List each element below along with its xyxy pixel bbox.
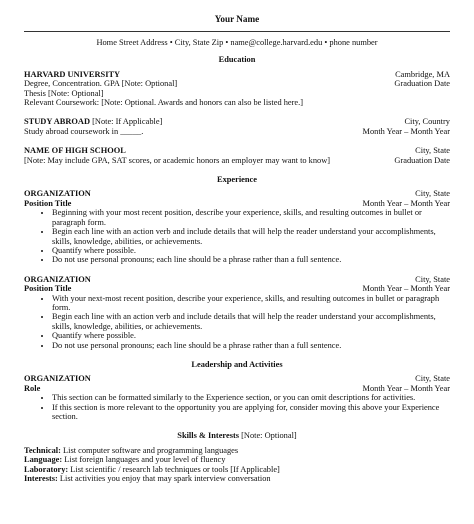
position-dates: Month Year – Month Year [362, 198, 450, 208]
education-entry-study-abroad [24, 117, 450, 136]
leadership-role: Role [24, 383, 41, 393]
leadership-dates: Month Year – Month Year [362, 383, 450, 393]
study-abroad-dates: Month Year – Month Year [362, 126, 450, 136]
school-name: HARVARD UNIVERSITY [24, 69, 121, 79]
bullet-item: • With your next-most recent position, describe your experience, skills, and resulting outcomes in bullet or paragraph form. [52, 294, 450, 313]
bullet-item: • This section can be formatted similarly to the Experience section, or you can omit descriptions for activities. [52, 393, 450, 402]
leadership-heading: Leadership and Activities [191, 359, 283, 369]
skill-text: List activities you enjoy that may spark interview conversation [57, 474, 271, 484]
high-school-name: NAME OF HIGH SCHOOL [24, 146, 126, 156]
position-dates: Month Year – Month Year [362, 284, 450, 294]
school-location: Cambridge, MA [395, 69, 450, 79]
bullet-item: • Do not use personal pronouns; each line should be a phrase rather than a full sentence. [52, 341, 450, 350]
skills-list [24, 446, 450, 484]
leadership-location: City, State [415, 374, 450, 384]
header-divider [24, 31, 450, 32]
skills-heading-label: Skills & Interests [177, 431, 240, 441]
skill-label: Technical: [24, 445, 61, 455]
skill-text: List foreign languages and your level of fluency [62, 455, 226, 465]
bullet-item: • Do not use personal pronouns; each line should be a phrase rather than a full sentence. [52, 255, 450, 264]
high-school-location: City, State [415, 146, 450, 156]
bullet-list [24, 208, 450, 264]
contact-line: Home Street Address • City, State Zip • name@college.harvard.edu • phone number [96, 38, 378, 47]
skills-heading-note: [Note: Optional] [239, 431, 297, 441]
skill-text: List computer software and programming languages [60, 445, 239, 455]
education-heading: Education [218, 55, 256, 65]
bullet-item: • Begin each line with an action verb and include details that will help the reader understand your accomplishments, skills, knowledge, abilities, or achievements. [52, 227, 450, 246]
experience-entry [24, 275, 450, 350]
position-title: Position Title [24, 198, 72, 208]
skills-heading [24, 431, 450, 440]
skill-line-laboratory [24, 465, 450, 474]
study-abroad-title: STUDY ABROAD [24, 117, 91, 127]
organization-location: City, State [415, 189, 450, 199]
education-entry-high-school [24, 146, 450, 165]
organization-location: City, State [415, 274, 450, 284]
skill-label: Interests: [24, 474, 58, 484]
organization-name: ORGANIZATION [24, 189, 91, 199]
skill-line-language [24, 455, 450, 464]
education-entry-harvard [24, 70, 450, 108]
high-school-grad-date: Graduation Date [394, 155, 450, 165]
organization-name: ORGANIZATION [24, 274, 91, 284]
skill-text: List scientific / research lab techniques or tools [If Applicable] [68, 464, 280, 474]
skill-line-technical [24, 446, 450, 455]
thesis-line: Thesis [Note: Optional] [24, 88, 104, 98]
leadership-entry [24, 374, 450, 421]
resume-name: Your Name [214, 14, 260, 24]
bullet-item: • If this section is more relevant to the opportunity you are applying for, consider moving this above your Experience section. [52, 403, 450, 422]
bullet-item: • Quantify where possible. [52, 246, 450, 255]
degree-line: Degree, Concentration. GPA [Note: Optional] [24, 79, 178, 89]
high-school-note: [Note: May include GPA, SAT scores, or academic honors an employer may want to know] [24, 155, 331, 165]
study-abroad-coursework: Study abroad coursework in _____. [24, 126, 144, 136]
experience-entry [24, 189, 450, 264]
bullet-item: • Quantify where possible. [52, 331, 450, 340]
skill-label: Language: [24, 455, 63, 465]
bullet-list [24, 294, 450, 350]
leadership-organization: ORGANIZATION [24, 374, 91, 384]
skill-label: Laboratory: [24, 464, 69, 474]
graduation-date: Graduation Date [394, 79, 450, 89]
position-title: Position Title [24, 284, 72, 294]
skill-line-interests [24, 474, 450, 483]
bullet-item: • Begin each line with an action verb and include details that will help the reader understand your accomplishments, skills, knowledge, abilities, or achievements. [52, 312, 450, 331]
study-abroad-note: [Note: If Applicable] [90, 117, 163, 127]
study-abroad-location: City, Country [404, 117, 450, 127]
coursework-line: Relevant Coursework: [Note: Optional. Awards and honors can also be listed here.] [24, 98, 304, 108]
bullet-item: • Beginning with your most recent position, describe your experience, skills, and resulting outcomes in bullet or paragraph form. [52, 208, 450, 227]
experience-heading: Experience [216, 175, 257, 185]
bullet-list [24, 393, 450, 421]
